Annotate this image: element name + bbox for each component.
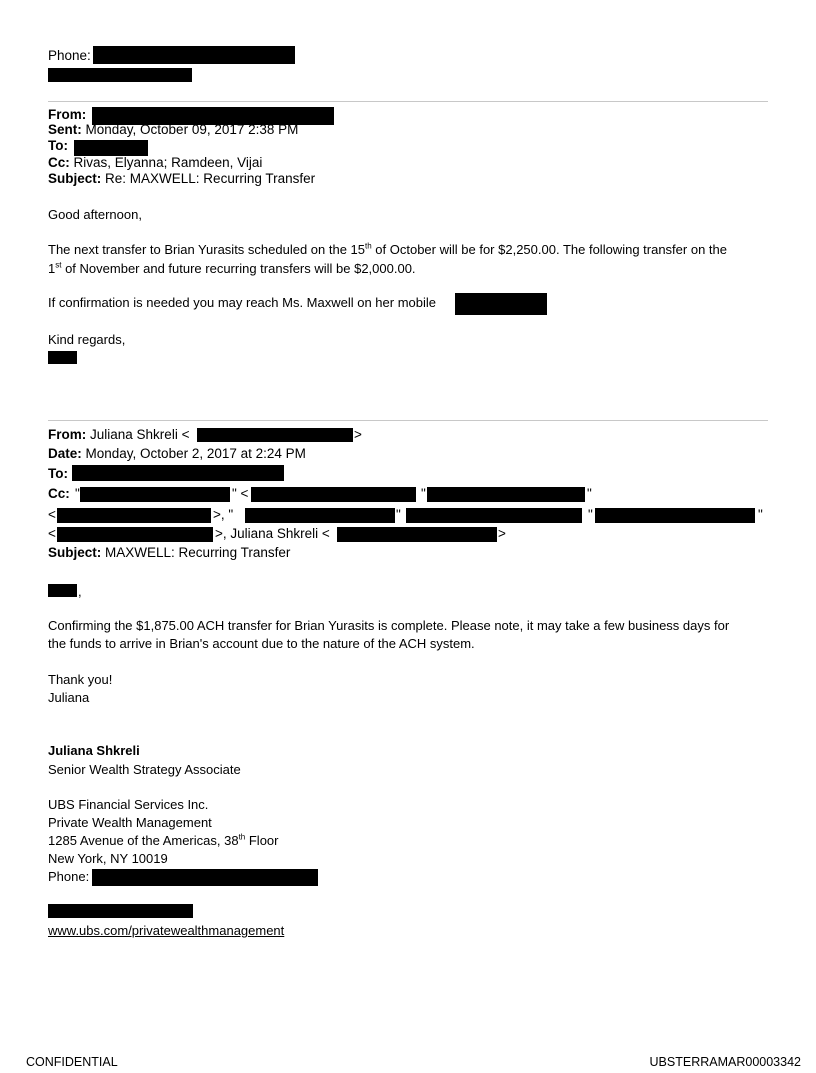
redaction-box xyxy=(92,869,318,886)
confirmation-paragraph: If confirmation is needed you may reach Ms. Maxwell on her mobile xyxy=(48,295,437,310)
sent-label: Sent: xyxy=(48,122,82,137)
orig-from-value: Juliana Shkreli < xyxy=(90,427,190,442)
reply-paragraph-line1 xyxy=(48,240,727,259)
greeting: Good afternoon, xyxy=(48,207,142,222)
signature-title: Senior Wealth Strategy Associate xyxy=(48,762,241,777)
confirmation-line1: Confirming the $1,875.00 ACH transfer for Brian Yurasits is complete. Please note, it may take a few business days for xyxy=(48,618,730,633)
signoff: Kind regards, xyxy=(48,332,126,347)
subject-value: Re: MAXWELL: Recurring Transfer xyxy=(105,171,316,186)
redaction-box xyxy=(48,351,77,364)
redaction-box xyxy=(595,508,755,523)
redaction-box xyxy=(48,904,193,918)
subject-label: Subject: xyxy=(48,171,102,186)
superscript: th xyxy=(238,832,246,842)
quote-mark: " xyxy=(587,486,592,501)
redaction-box xyxy=(427,487,585,502)
text-span: of November and future recurring transfers will be $2,000.00. xyxy=(61,261,416,276)
text-span: The next transfer to Brian Yurasits scheduled on the 15 xyxy=(48,242,366,257)
redaction-box xyxy=(57,527,213,542)
to-label: To: xyxy=(48,138,68,153)
redaction-box xyxy=(57,508,211,523)
redaction-box xyxy=(337,527,497,542)
cc-juliana: >, Juliana Shkreli < xyxy=(215,526,330,541)
quote-mark: " < xyxy=(232,486,249,501)
bates-number: UBSTERRAMAR00003342 xyxy=(649,1055,801,1069)
from-label: From: xyxy=(48,107,87,122)
signature-phone-label: Phone: xyxy=(48,869,90,884)
redaction-box xyxy=(197,428,353,442)
cc-separator: >, " xyxy=(213,507,234,522)
cc-line xyxy=(48,155,262,170)
redaction-box xyxy=(455,293,547,315)
orig-date-label: Date: xyxy=(48,446,82,461)
redaction-box xyxy=(48,584,77,597)
orig-to-label: To: xyxy=(48,466,68,481)
divider xyxy=(48,420,768,421)
gt-mark: > xyxy=(498,526,506,541)
thanks: Thank you! xyxy=(48,672,113,687)
signature-company: UBS Financial Services Inc. xyxy=(48,797,209,812)
orig-date-value: Monday, October 2, 2017 at 2:24 PM xyxy=(85,446,306,461)
quote-mark: " xyxy=(421,486,426,501)
signature-city: New York, NY 10019 xyxy=(48,851,168,866)
sent-value: Monday, October 09, 2017 2:38 PM xyxy=(85,122,299,137)
cc-value: Rivas, Elyanna; Ramdeen, Vijai xyxy=(73,155,263,170)
signature-address xyxy=(48,831,278,850)
orig-date-line xyxy=(48,446,306,461)
subject-line xyxy=(48,171,315,186)
signature-name: Juliana Shkreli xyxy=(48,743,140,758)
redaction-box xyxy=(74,140,148,156)
superscript: st xyxy=(55,260,62,270)
orig-from-close: > xyxy=(354,427,362,442)
orig-subject-line xyxy=(48,545,290,560)
redaction-box xyxy=(72,465,284,481)
redaction-box xyxy=(406,508,582,523)
signature-division: Private Wealth Management xyxy=(48,815,212,830)
divider xyxy=(48,101,768,102)
superscript: th xyxy=(365,241,372,251)
redaction-box xyxy=(48,68,192,82)
sent-line xyxy=(48,122,298,137)
quote-mark: " xyxy=(588,507,593,522)
text-span: of October will be for $2,250.00. The following transfer on the xyxy=(371,242,727,257)
confirmation-line2: the funds to arrive in Brian's account due to the nature of the ACH system. xyxy=(48,636,475,651)
sender-name: Juliana xyxy=(48,690,90,705)
quote-mark: " xyxy=(75,486,80,501)
orig-from-line xyxy=(48,427,189,442)
confidential-label: CONFIDENTIAL xyxy=(26,1055,118,1069)
redaction-box xyxy=(93,46,295,64)
text-span: Floor xyxy=(245,833,279,848)
orig-subject-value: MAXWELL: Recurring Transfer xyxy=(105,545,291,560)
lt-mark: < xyxy=(48,526,56,541)
phone-label: Phone: xyxy=(48,48,91,63)
orig-subject-label: Subject: xyxy=(48,545,102,560)
redaction-box xyxy=(245,508,395,523)
lt-mark: < xyxy=(48,507,56,522)
quote-mark: " xyxy=(758,507,763,522)
orig-cc-label: Cc: xyxy=(48,486,70,501)
text-span: 1 xyxy=(48,261,56,276)
reply-paragraph-line2 xyxy=(48,259,416,278)
cc-label: Cc: xyxy=(48,155,70,170)
redaction-box xyxy=(80,487,230,502)
orig-from-label: From: xyxy=(48,427,87,442)
salutation-comma: , xyxy=(78,584,82,599)
quote-mark: " xyxy=(396,507,401,522)
redaction-box xyxy=(251,487,416,502)
text-span: 1285 Avenue of the Americas, 38 xyxy=(48,833,239,848)
website-link[interactable]: www.ubs.com/privatewealthmanagement xyxy=(48,923,285,938)
